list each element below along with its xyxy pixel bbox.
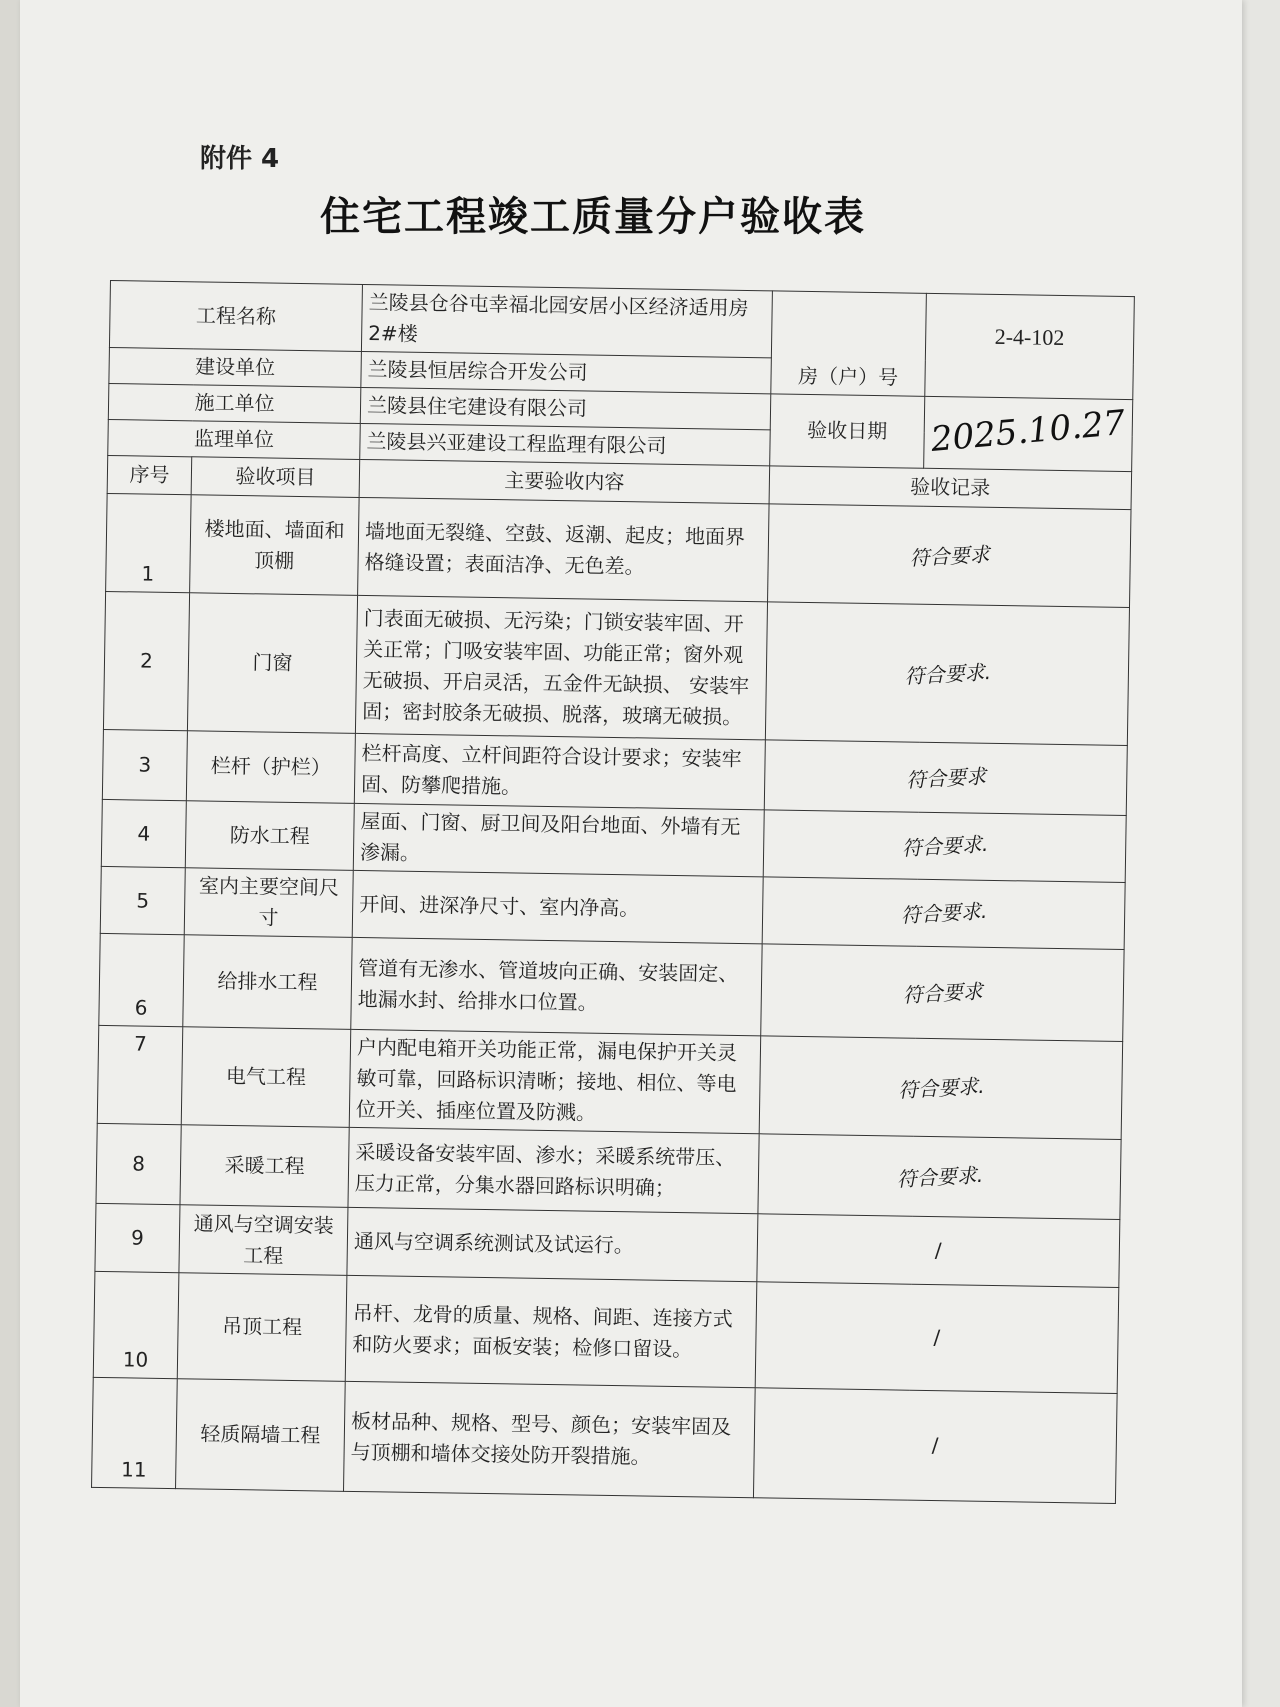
- row-no: 3: [102, 729, 187, 800]
- inspection-rows: [92, 493, 1131, 1503]
- header-record: 验收记录: [769, 466, 1131, 510]
- header-content: 主要验收内容: [359, 459, 770, 503]
- row-no: 7: [97, 1025, 183, 1124]
- row-record-slash: /: [753, 1388, 1116, 1504]
- row-record-handwritten: 符合要求.: [761, 870, 1126, 956]
- room-value: 2-4-102: [925, 293, 1134, 399]
- row-item: 给排水工程: [183, 935, 352, 1030]
- row-no: 1: [106, 493, 192, 592]
- supervisor-label: 监理单位: [108, 419, 361, 459]
- row-record-handwritten: 符合要求: [763, 733, 1128, 822]
- row-no: 9: [95, 1203, 180, 1272]
- constructor-value: 兰陵县住宅建设有限公司: [360, 387, 771, 429]
- row-record-handwritten: 符合要求: [766, 497, 1132, 614]
- row-item: 轻质隔墙工程: [176, 1379, 346, 1492]
- row-no: 2: [103, 591, 189, 730]
- row-content: 板材品种、规格、型号、颜色；安装牢固及与顶棚和墙体交接处防开裂措施。: [344, 1381, 756, 1497]
- header-item: 验收项目: [191, 457, 360, 498]
- header-no: 序号: [107, 455, 192, 494]
- date-cell: [924, 396, 1133, 471]
- row-item: 栏杆（护栏）: [186, 731, 355, 804]
- row-item: 室内主要空间尺寸: [184, 868, 353, 938]
- row-no: 11: [92, 1377, 178, 1488]
- document-title: 住宅工程竣工质量分户验收表: [320, 194, 866, 240]
- row-item: 门窗: [187, 593, 357, 734]
- row-record-handwritten: 符合要求.: [757, 1127, 1122, 1226]
- date-label: 验收日期: [770, 394, 925, 468]
- row-content: 栏杆高度、立杆间距符合设计要求；安装牢固、防攀爬措施。: [354, 733, 765, 809]
- table-row: [103, 591, 1129, 745]
- row-content: 户内配电箱开关功能正常，漏电保护开关灵敏可靠，回路标识清晰；接地、相位、等电位开关、插座位置及防溅。: [349, 1029, 760, 1133]
- row-content: 门表面无破损、无污染；门锁安装牢固、开关正常；门吸安装牢固、功能正常；窗外观无破损、开启灵活，五金件无缺损、 安装牢固；密封胶条无破损、脱落，玻璃无破损。: [355, 595, 767, 739]
- builder-label: 建设单位: [109, 347, 362, 387]
- table-row: [99, 933, 1124, 1041]
- row-record-handwritten: 符合要求.: [763, 595, 1132, 752]
- row-item: 吊顶工程: [177, 1273, 347, 1382]
- project-name-label: 工程名称: [109, 281, 362, 352]
- builder-value: 兰陵县恒居综合开发公司: [361, 351, 772, 393]
- row-content: 通风与空调系统测试及试运行。: [347, 1207, 758, 1281]
- row-record-slash: /: [757, 1214, 1120, 1288]
- table-row: [106, 493, 1131, 607]
- row-record-slash: /: [755, 1282, 1118, 1394]
- row-item: 楼地面、墙面和顶棚: [190, 495, 360, 596]
- row-item: 电气工程: [181, 1027, 351, 1128]
- row-no: 8: [96, 1123, 181, 1204]
- row-no: 4: [101, 799, 186, 867]
- row-content: 吊杆、龙骨的质量、规格、间距、连接方式和防火要求；面板安装；检修口留设。: [345, 1275, 757, 1387]
- acceptance-form-table: [91, 280, 1135, 1504]
- info-section: [107, 281, 1134, 510]
- table-row: [92, 1377, 1117, 1503]
- row-no: 6: [99, 933, 184, 1026]
- row-record-handwritten: 符合要求.: [762, 803, 1127, 889]
- row-item: 防水工程: [185, 801, 354, 871]
- table-row: [97, 1025, 1122, 1139]
- project-name-value: 兰陵县仓谷屯幸福北园安居小区经济适用房2#楼: [361, 284, 772, 357]
- constructor-label: 施工单位: [108, 383, 361, 423]
- row-item: 采暖工程: [180, 1125, 349, 1208]
- supervisor-value: 兰陵县兴亚建设工程监理有限公司: [360, 423, 771, 465]
- row-no: 5: [100, 866, 185, 934]
- row-item: 通风与空调安装工程: [179, 1205, 348, 1276]
- row-no: 10: [93, 1271, 179, 1378]
- acceptance-date-handwritten: 2025.10.27: [929, 402, 1127, 461]
- row-content: 开间、进深净尺寸、室内净高。: [352, 870, 763, 943]
- row-content: 墙地面无裂缝、空鼓、返潮、起皮；地面界格缝设置；表面洁净、无色差。: [358, 497, 769, 601]
- row-content: 管道有无渗水、管道坡向正确、安装固定、地漏水封、给排水口位置。: [351, 937, 762, 1035]
- table-row: [93, 1271, 1118, 1393]
- row-content: 采暖设备安装牢固、渗水；采暖系统带压、压力正常，分集水器回路标识明确；: [348, 1127, 759, 1213]
- row-record-handwritten: 符合要求: [759, 937, 1125, 1048]
- row-content: 屋面、门窗、厨卫间及阳台地面、外墙有无渗漏。: [353, 803, 764, 876]
- room-label: 房（户）号: [771, 291, 927, 396]
- attachment-label: 附件 4: [200, 144, 280, 174]
- row-record-handwritten: 符合要求.: [758, 1029, 1124, 1146]
